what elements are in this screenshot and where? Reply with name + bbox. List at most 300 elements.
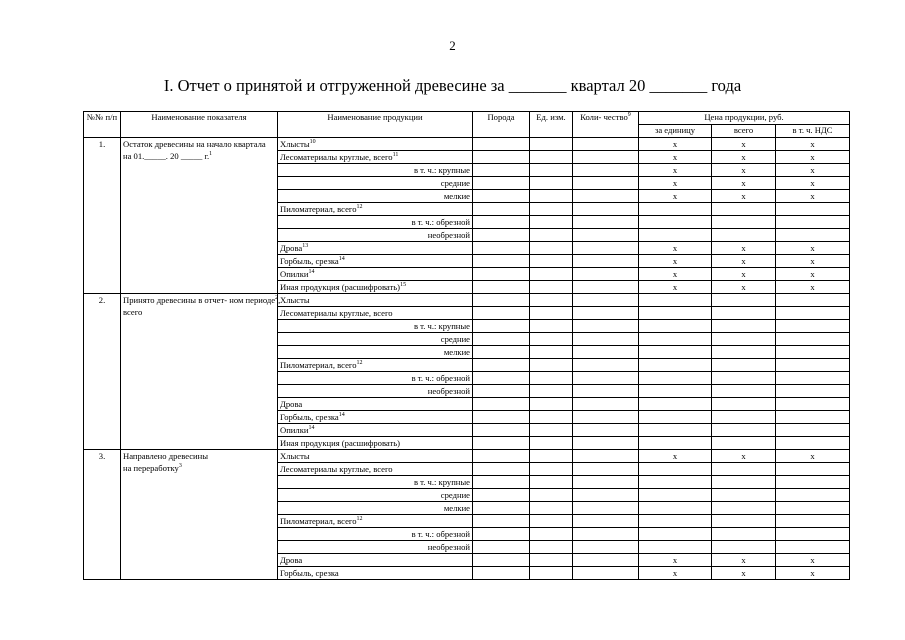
qty-cell	[573, 463, 639, 476]
price-vat-cell	[776, 398, 850, 411]
breed-cell	[473, 567, 530, 580]
unit-cell	[530, 216, 573, 229]
price-per-unit-cell	[639, 216, 712, 229]
price-total-cell	[712, 216, 776, 229]
product-name-text: Горбыль, срезка	[280, 256, 339, 266]
unit-cell	[530, 450, 573, 463]
header-price-vat: в т. ч. НДС	[776, 125, 850, 138]
breed-cell	[473, 359, 530, 372]
qty-cell	[573, 554, 639, 567]
price-total-cell: х	[712, 554, 776, 567]
qty-cell	[573, 424, 639, 437]
indicator-name	[121, 138, 278, 294]
breed-cell	[473, 164, 530, 177]
product-name	[278, 346, 473, 359]
table-row	[84, 138, 850, 151]
price-per-unit-cell	[639, 398, 712, 411]
price-vat-cell	[776, 229, 850, 242]
product-name	[278, 437, 473, 450]
product-name-text: в т. ч.: крупные	[413, 321, 470, 331]
price-per-unit-cell	[639, 203, 712, 216]
unit-cell	[530, 385, 573, 398]
qty-cell	[573, 437, 639, 450]
unit-cell	[530, 541, 573, 554]
indicator-text-2: всего	[123, 307, 143, 317]
price-total-cell: х	[712, 450, 776, 463]
qty-cell	[573, 411, 639, 424]
breed-cell	[473, 242, 530, 255]
unit-cell	[530, 138, 573, 151]
unit-cell	[530, 489, 573, 502]
product-name	[278, 411, 473, 424]
unit-cell	[530, 229, 573, 242]
product-name	[278, 567, 473, 580]
product-name-text: Горбыль, срезка	[280, 412, 339, 422]
footnote-ref: 14	[308, 269, 315, 276]
breed-cell	[473, 190, 530, 203]
qty-cell	[573, 229, 639, 242]
unit-cell	[530, 333, 573, 346]
price-per-unit-cell: х	[639, 151, 712, 164]
unit-cell	[530, 554, 573, 567]
header-product: Наименование продукции	[278, 112, 473, 138]
breed-cell	[473, 229, 530, 242]
price-vat-cell	[776, 203, 850, 216]
breed-cell	[473, 437, 530, 450]
breed-cell	[473, 489, 530, 502]
indicator-text-2: на переработку	[123, 463, 179, 473]
qty-cell	[573, 333, 639, 346]
price-vat-cell	[776, 346, 850, 359]
unit-cell	[530, 463, 573, 476]
price-vat-cell: х	[776, 138, 850, 151]
product-name	[278, 385, 473, 398]
breed-cell	[473, 411, 530, 424]
breed-cell	[473, 177, 530, 190]
qty-cell	[573, 541, 639, 554]
unit-cell	[530, 567, 573, 580]
product-name-text: необрезной	[427, 386, 470, 396]
product-name-text: Пиломатериал, всего	[280, 204, 357, 214]
unit-cell	[530, 411, 573, 424]
price-total-cell: х	[712, 255, 776, 268]
unit-cell	[530, 437, 573, 450]
breed-cell	[473, 294, 530, 307]
breed-cell	[473, 138, 530, 151]
price-vat-cell: х	[776, 190, 850, 203]
unit-cell	[530, 320, 573, 333]
unit-cell	[530, 190, 573, 203]
breed-cell	[473, 450, 530, 463]
product-name-text: средние	[440, 490, 470, 500]
product-name	[278, 294, 473, 307]
price-per-unit-cell: х	[639, 450, 712, 463]
price-total-cell	[712, 346, 776, 359]
unit-cell	[530, 281, 573, 294]
page-number: 2	[449, 38, 456, 53]
price-per-unit-cell	[639, 385, 712, 398]
price-vat-cell: х	[776, 268, 850, 281]
indicator-text-2: на 01._____. 20 _____ г.	[123, 151, 210, 161]
price-total-cell: х	[712, 242, 776, 255]
breed-cell	[473, 151, 530, 164]
breed-cell	[473, 463, 530, 476]
price-total-cell	[712, 229, 776, 242]
product-name	[278, 515, 473, 528]
price-per-unit-cell: х	[639, 567, 712, 580]
unit-cell	[530, 359, 573, 372]
indicator-footnote: 3	[178, 463, 182, 470]
footnote-ref: 13	[302, 243, 309, 250]
indicator-text: Направлено древесины	[123, 451, 209, 461]
footnote-ref: 14	[308, 425, 315, 432]
price-total-cell: х	[712, 164, 776, 177]
price-vat-cell	[776, 502, 850, 515]
price-total-cell: х	[712, 151, 776, 164]
report-title: I. Отчет о принятой и отгруженной древесине за _______ квартал 20 _______ года	[163, 76, 742, 95]
product-name	[278, 424, 473, 437]
product-name-text: Хлысты	[280, 295, 310, 305]
qty-cell	[573, 203, 639, 216]
qty-cell	[573, 164, 639, 177]
price-vat-cell	[776, 372, 850, 385]
qty-cell	[573, 151, 639, 164]
product-name	[278, 502, 473, 515]
price-total-cell	[712, 398, 776, 411]
qty-cell	[573, 515, 639, 528]
product-name-text: в т. ч.: обрезной	[411, 373, 470, 383]
qty-cell	[573, 398, 639, 411]
breed-cell	[473, 476, 530, 489]
price-total-cell	[712, 385, 776, 398]
product-name	[278, 528, 473, 541]
price-per-unit-cell	[639, 307, 712, 320]
header-price-total: всего	[712, 125, 776, 138]
unit-cell	[530, 151, 573, 164]
price-per-unit-cell	[639, 476, 712, 489]
qty-cell	[573, 359, 639, 372]
footnote-ref: 14	[338, 412, 345, 419]
header-num: №№ п/п	[84, 112, 121, 138]
price-total-cell	[712, 502, 776, 515]
price-total-cell	[712, 489, 776, 502]
product-name-text: средние	[440, 178, 470, 188]
qty-cell	[573, 190, 639, 203]
breed-cell	[473, 424, 530, 437]
price-per-unit-cell: х	[639, 177, 712, 190]
price-per-unit-cell	[639, 541, 712, 554]
footnote-ref: 14	[338, 256, 345, 263]
product-name	[278, 333, 473, 346]
qty-cell	[573, 177, 639, 190]
price-per-unit-cell	[639, 502, 712, 515]
table-row	[84, 450, 850, 463]
breed-cell	[473, 346, 530, 359]
report-table	[83, 111, 850, 580]
price-per-unit-cell	[639, 411, 712, 424]
product-name-text: Иная продукция (расшифровать)	[280, 438, 401, 448]
breed-cell	[473, 255, 530, 268]
product-name	[278, 463, 473, 476]
breed-cell	[473, 554, 530, 567]
price-vat-cell	[776, 476, 850, 489]
price-vat-cell: х	[776, 151, 850, 164]
price-total-cell: х	[712, 138, 776, 151]
product-name	[278, 307, 473, 320]
price-per-unit-cell	[639, 229, 712, 242]
product-name	[278, 541, 473, 554]
footnote-ref: 15	[400, 282, 407, 289]
price-vat-cell	[776, 216, 850, 229]
breed-cell	[473, 385, 530, 398]
row-number: 2.	[84, 294, 121, 450]
product-name-text: мелкие	[443, 191, 470, 201]
price-per-unit-cell	[639, 424, 712, 437]
product-name-text: мелкие	[443, 347, 470, 357]
product-name-text: Лесоматериалы круглые, всего	[280, 464, 393, 474]
unit-cell	[530, 255, 573, 268]
header-price: Цена продукции, руб.	[639, 112, 850, 125]
product-name	[278, 398, 473, 411]
product-name-text: мелкие	[443, 503, 470, 513]
price-total-cell	[712, 463, 776, 476]
product-name	[278, 151, 473, 164]
breed-cell	[473, 281, 530, 294]
breed-cell	[473, 268, 530, 281]
price-per-unit-cell	[639, 333, 712, 346]
product-name	[278, 359, 473, 372]
qty-cell	[573, 502, 639, 515]
breed-cell	[473, 372, 530, 385]
unit-cell	[530, 307, 573, 320]
price-per-unit-cell	[639, 489, 712, 502]
unit-cell	[530, 528, 573, 541]
price-vat-cell	[776, 541, 850, 554]
qty-cell	[573, 281, 639, 294]
unit-cell	[530, 268, 573, 281]
breed-cell	[473, 320, 530, 333]
price-vat-cell	[776, 528, 850, 541]
product-name	[278, 476, 473, 489]
unit-cell	[530, 398, 573, 411]
price-vat-cell: х	[776, 242, 850, 255]
price-vat-cell	[776, 385, 850, 398]
price-vat-cell	[776, 359, 850, 372]
product-name-text: средние	[440, 334, 470, 344]
breed-cell	[473, 333, 530, 346]
price-vat-cell	[776, 294, 850, 307]
price-per-unit-cell: х	[639, 281, 712, 294]
product-name-text: Лесоматериалы круглые, всего	[280, 308, 393, 318]
qty-cell	[573, 476, 639, 489]
unit-cell	[530, 515, 573, 528]
product-name-text: в т. ч.: обрезной	[411, 217, 470, 227]
price-vat-cell	[776, 437, 850, 450]
price-per-unit-cell	[639, 437, 712, 450]
unit-cell	[530, 164, 573, 177]
price-total-cell	[712, 372, 776, 385]
product-name	[278, 281, 473, 294]
header-indicator: Наименование показателя	[121, 112, 278, 138]
product-name-text: Иная продукция (расшифровать)	[280, 282, 401, 292]
header-qty: Коли- чество$^9$	[573, 112, 639, 138]
product-name	[278, 554, 473, 567]
price-vat-cell: х	[776, 281, 850, 294]
row-number: 3.	[84, 450, 121, 580]
qty-cell	[573, 216, 639, 229]
row-number: 1.	[84, 138, 121, 294]
price-per-unit-cell: х	[639, 190, 712, 203]
header-price-per-unit: за единицу	[639, 125, 712, 138]
qty-cell	[573, 528, 639, 541]
price-per-unit-cell: х	[639, 255, 712, 268]
unit-cell	[530, 346, 573, 359]
product-name-text: Хлысты	[280, 451, 310, 461]
price-total-cell	[712, 437, 776, 450]
product-name	[278, 255, 473, 268]
qty-cell	[573, 242, 639, 255]
unit-cell	[530, 294, 573, 307]
unit-cell	[530, 372, 573, 385]
price-vat-cell: х	[776, 164, 850, 177]
price-per-unit-cell	[639, 346, 712, 359]
product-name	[278, 450, 473, 463]
price-vat-cell: х	[776, 567, 850, 580]
price-vat-cell	[776, 411, 850, 424]
unit-cell	[530, 177, 573, 190]
price-vat-cell	[776, 463, 850, 476]
indicator-name: Принято древесины в отчет- ном периоде$^2$, всего	[121, 294, 278, 450]
unit-cell	[530, 476, 573, 489]
breed-cell	[473, 203, 530, 216]
breed-cell	[473, 515, 530, 528]
price-per-unit-cell	[639, 359, 712, 372]
price-vat-cell	[776, 489, 850, 502]
indicator-footnote: 2	[275, 295, 279, 302]
price-per-unit-cell: х	[639, 242, 712, 255]
price-total-cell	[712, 424, 776, 437]
product-name-text: Опилки	[280, 269, 309, 279]
qty-cell	[573, 385, 639, 398]
price-total-cell: х	[712, 281, 776, 294]
breed-cell	[473, 528, 530, 541]
product-name-text: в т. ч.: крупные	[413, 477, 470, 487]
price-total-cell: х	[712, 190, 776, 203]
price-vat-cell: х	[776, 450, 850, 463]
price-per-unit-cell	[639, 528, 712, 541]
price-vat-cell	[776, 515, 850, 528]
footnote-ref: 10	[309, 139, 316, 146]
price-vat-cell	[776, 424, 850, 437]
price-per-unit-cell: х	[639, 268, 712, 281]
price-vat-cell: х	[776, 554, 850, 567]
product-name	[278, 190, 473, 203]
footnote-ref: 12	[356, 360, 363, 367]
indicator-text: Принято древесины в отчет- ном периоде	[123, 295, 276, 305]
price-per-unit-cell	[639, 294, 712, 307]
price-per-unit-cell: х	[639, 138, 712, 151]
price-total-cell	[712, 307, 776, 320]
indicator-footnote: 1	[209, 151, 213, 158]
unit-cell	[530, 502, 573, 515]
price-total-cell	[712, 528, 776, 541]
qty-cell	[573, 450, 639, 463]
product-name-text: Хлысты	[280, 139, 310, 149]
price-vat-cell	[776, 307, 850, 320]
qty-cell	[573, 255, 639, 268]
product-name-text: необрезной	[427, 230, 470, 240]
qty-cell	[573, 346, 639, 359]
product-name-text: Лесоматериалы круглые, всего	[280, 152, 393, 162]
unit-cell	[530, 424, 573, 437]
qty-cell	[573, 489, 639, 502]
product-name-text: Дрова	[280, 243, 303, 253]
product-name	[278, 372, 473, 385]
price-total-cell	[712, 476, 776, 489]
breed-cell	[473, 398, 530, 411]
unit-cell	[530, 242, 573, 255]
product-name	[278, 138, 473, 151]
price-per-unit-cell	[639, 515, 712, 528]
price-total-cell	[712, 411, 776, 424]
price-per-unit-cell	[639, 372, 712, 385]
product-name	[278, 164, 473, 177]
price-total-cell	[712, 333, 776, 346]
breed-cell	[473, 502, 530, 515]
price-per-unit-cell: х	[639, 554, 712, 567]
product-name-text: Пиломатериал, всего	[280, 516, 357, 526]
product-name-text: в т. ч.: обрезной	[411, 529, 470, 539]
header-unit: Ед. изм.	[530, 112, 573, 138]
price-total-cell: х	[712, 177, 776, 190]
indicator-name	[121, 450, 278, 580]
indicator-text: Остаток древесины на начало квартала	[123, 139, 266, 149]
product-name	[278, 320, 473, 333]
product-name	[278, 229, 473, 242]
price-total-cell	[712, 359, 776, 372]
product-name	[278, 203, 473, 216]
product-name-text: Пиломатериал, всего	[280, 360, 357, 370]
price-total-cell: х	[712, 567, 776, 580]
breed-cell	[473, 216, 530, 229]
header-breed: Порода	[473, 112, 530, 138]
price-total-cell	[712, 541, 776, 554]
product-name	[278, 268, 473, 281]
product-name	[278, 489, 473, 502]
price-vat-cell: х	[776, 177, 850, 190]
qty-cell	[573, 567, 639, 580]
product-name-text: в т. ч.: крупные	[413, 165, 470, 175]
table-row	[84, 294, 850, 307]
footnote-ref: 12	[356, 204, 363, 211]
price-vat-cell	[776, 333, 850, 346]
price-per-unit-cell: х	[639, 164, 712, 177]
product-name-text: необрезной	[427, 542, 470, 552]
qty-cell	[573, 138, 639, 151]
product-name-text: Горбыль, срезка	[280, 568, 339, 578]
footnote-ref: 12	[356, 516, 363, 523]
qty-cell	[573, 268, 639, 281]
product-name	[278, 216, 473, 229]
qty-cell	[573, 307, 639, 320]
product-name-text: Опилки	[280, 425, 309, 435]
product-name-text: Дрова	[280, 399, 303, 409]
price-per-unit-cell	[639, 320, 712, 333]
product-name	[278, 242, 473, 255]
qty-cell	[573, 372, 639, 385]
breed-cell	[473, 307, 530, 320]
product-name-text: Дрова	[280, 555, 303, 565]
